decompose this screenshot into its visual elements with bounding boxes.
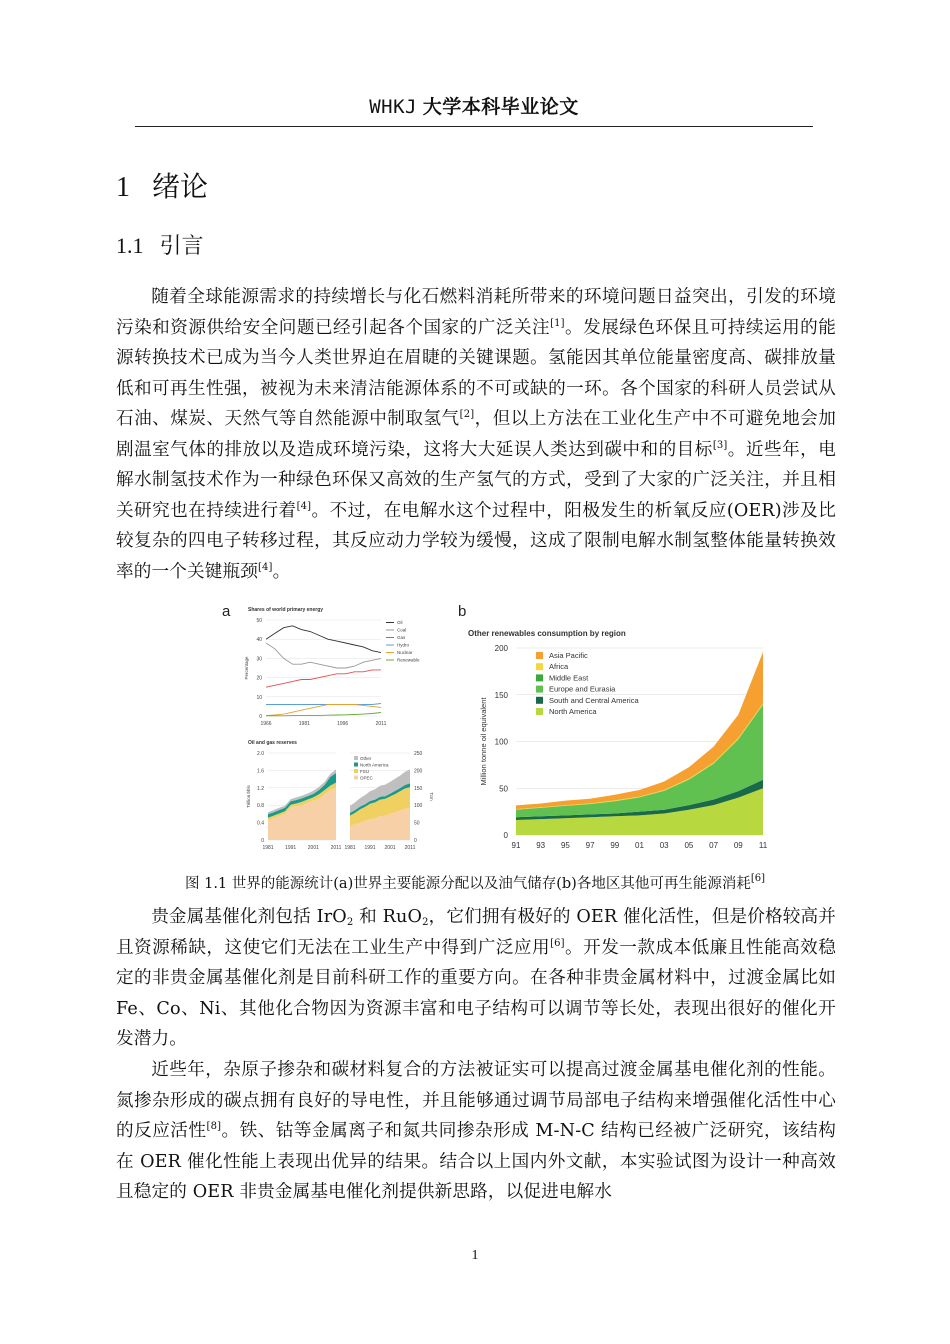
legend-entry: Middle East [549,673,589,683]
y-tick-label: 0 [414,838,417,844]
y-tick-label: 10 [256,694,262,701]
y-axis-label: Million tonne oil equivalent [479,697,488,786]
header-title: 大学本科毕业论文 [422,96,579,118]
panel-a-top-chart [244,618,420,727]
legend-swatch [354,769,358,773]
citation[interactable]: [6] [750,873,765,884]
x-tick-label: 1981 [298,721,310,727]
header-rule [135,126,813,127]
y-tick-label: 50 [414,820,420,827]
legend-entry: Gas [397,635,406,640]
panel-b-legend [536,651,639,716]
x-tick-label: 1981 [344,845,356,851]
x-tick-label: 1966 [260,721,272,727]
running-header [135,92,813,119]
citation[interactable]: [4] [296,500,312,512]
y-tick-label: 20 [256,675,262,682]
paragraph-intro: 随着全球能源需求的持续增长与化石燃料消耗所带来的环境问题日益突出，引发的环境污染和资源供给安全问题已经引起各个国家的广泛关注[1]。发展绿色环保且可持续运用的能源转换技术已成为当今人类世界迫在眉睫的关键课题。氢能因其单位能量密度高、碳排放量低和可再生性强，被视为未来清洁能源体系的不可或缺的一环。各个国家的科研人员尝试从石油、煤炭、天然气等自然能源中制取氢气[2]，但以上方法在工业化生产中不可避免地会加剧温室气体的排放以及造成环境污染，这将大大延误人类达到碳中和的目标[3]。近些年，电解水制氢技术作为一种绿色环保又高效的生产氢气的方式，受到了大家的广泛关注，并且相关研究也在持续进行着[4]。不过，在电解水这个过程中，阳极发生的析氧反应(OER)涉及比较复杂的四电子转移过程，其反应动力学较为缓慢，这成了限制电解水制氢整体能量转换效率的一个关键瓶颈[4]。 [116,287,836,582]
legend-swatch [536,686,543,693]
legend-entry: Europe and Eurasia [549,684,616,694]
x-tick-label: 2011 [375,721,387,727]
legend-swatch [536,652,543,659]
legend-entry: North America [360,762,389,768]
x-tick-label: 03 [659,841,669,850]
paragraph-catalysts: 贵金属基催化剂包括 IrO$_2$ 和 RuO$_2$，它们拥有极好的 OER 催化活性，但是价格较高并且资源稀缺，这使它们无法在工业生产中得到广泛应用[6]。开发一款成本低廉且性能高效稳定的非贵金属基催化剂是目前科研工作的重要方向。在各种非贵金属材料中，过渡金属比如 Fe、Co、Ni、其他化合物因为资源丰富和电子结构可以调节等长处，表现出很好的催化开发潜力。 [116,907,837,1049]
legend-entry: OPEC [360,775,373,781]
section-title: 引言 [159,234,204,259]
x-tick-label: 1996 [337,721,349,727]
legend-entry: North America [549,707,597,716]
x-tick-label: 09 [733,841,743,850]
citation[interactable]: [8] [206,1121,222,1132]
y-tick-label: 100 [494,737,508,747]
y-tick-label: 200 [414,768,423,775]
x-tick-label: 2011 [404,845,416,851]
y-tick-label: 2.0 [257,751,264,757]
legend-entry: Other [360,756,372,761]
figure-caption: 图 1.1 世界的能源统计(a)世界主要能源分配以及油气储存(b)各地区其他可再生能源消耗[6] [184,873,765,892]
legend-swatch [354,756,358,760]
y-tick-label: 0 [261,838,264,844]
y-tick-label: 50 [499,784,508,794]
energy-line [266,670,381,687]
citation[interactable]: [2] [459,409,475,420]
chart-title: Other renewables consumption by region [468,629,626,638]
y-axis-label: Tcm [429,792,434,801]
x-tick-label: 01 [635,841,644,850]
legend-swatch [354,763,358,767]
section-heading [116,229,204,260]
legend-entry: Asia Pacific [549,651,588,660]
figure-1-1 [218,598,778,858]
figure-svg [218,598,778,858]
y-tick-label: 40 [256,637,262,644]
chapter-number: 1 [116,172,130,203]
x-tick-label: 93 [536,841,546,850]
x-tick-label: 07 [709,841,719,850]
y-axis-label: Trillion bbls [246,785,251,808]
x-tick-label: 1991 [364,845,376,851]
citation[interactable]: [4] [257,561,273,573]
legend-entry: South and Central America [549,695,639,705]
y-tick-label: 0 [503,831,508,840]
x-tick-label: 2001 [307,845,319,851]
x-tick-label: 2001 [384,845,396,851]
paragraph-doping: 近些年，杂原子掺杂和碳材料复合的方法被证实可以提高过渡金属基电催化剂的性能。氮掺杂形成的碳点拥有良好的导电性，并且能够通过调节局部电子结构来增强催化活性中心的反应活性[8]。铁、钴等金属离子和氮共同掺杂形成 M-N-C 结构已经被广泛研究，该结构在 OER 催化性能上表现出优异的结果。结合以上国内外文献，本实验试图为设计一种高效且稳定的 OER 非贵金属基电催化剂提供新思路，以促进电解水 [116,1060,836,1202]
section-number: 1.1 [116,233,144,258]
legend-entry: Hydro [397,642,410,648]
legend-entry: FSU [360,769,369,774]
y-tick-label: 0.8 [257,803,264,810]
y-tick-label: 100 [414,803,423,810]
page-number: 1 [471,1248,479,1263]
panel-a-top-title: Shares of world primary energy [248,607,324,613]
y-axis-label: Percentage [244,656,249,680]
legend-entry: Nuclear [397,650,413,655]
y-tick-label: 250 [414,751,423,757]
panel-a-bottom-title: Oil and gas reserves [248,740,297,746]
y-tick-label: 150 [494,690,508,700]
y-tick-label: 1.6 [257,768,264,775]
panel-b-letter: b [458,603,467,620]
y-tick-label: 200 [494,644,508,653]
energy-line [266,704,381,705]
legend-entry: Oil [397,620,403,625]
panel-a-letter: a [222,603,231,620]
y-tick-label: 150 [414,785,423,792]
legend-swatch [536,697,543,704]
citation[interactable]: [1] [550,317,565,329]
x-tick-label: 95 [560,841,570,850]
legend-entry: Coal [397,627,407,633]
x-tick-label: 1991 [285,845,297,851]
chapter-title: 绪论 [152,170,209,203]
x-tick-label: 91 [511,841,521,850]
legend-swatch [536,674,543,681]
citation[interactable]: [6] [550,937,565,949]
x-tick-label: 05 [684,841,694,850]
panel-a-bottom-charts [246,751,434,851]
citation[interactable]: [3] [712,439,728,451]
x-tick-label: 97 [585,841,595,850]
x-tick-label: 99 [610,841,620,850]
chapter-heading [116,165,208,205]
x-tick-label: 1981 [262,845,274,851]
y-tick-label: 0 [259,714,262,720]
y-tick-label: 30 [256,656,262,663]
header-code: WHKJ [369,96,417,118]
y-tick-label: 50 [256,618,262,624]
x-tick-label: 11 [758,841,768,850]
legend-swatch [354,776,358,780]
legend-swatch [536,708,543,715]
y-tick-label: 1.2 [257,785,264,792]
legend-entry: Africa [549,662,569,672]
y-tick-label: 0.4 [257,820,264,827]
x-tick-label: 2011 [330,845,342,851]
legend-entry: Renewable [397,657,420,663]
legend-swatch [536,663,543,670]
